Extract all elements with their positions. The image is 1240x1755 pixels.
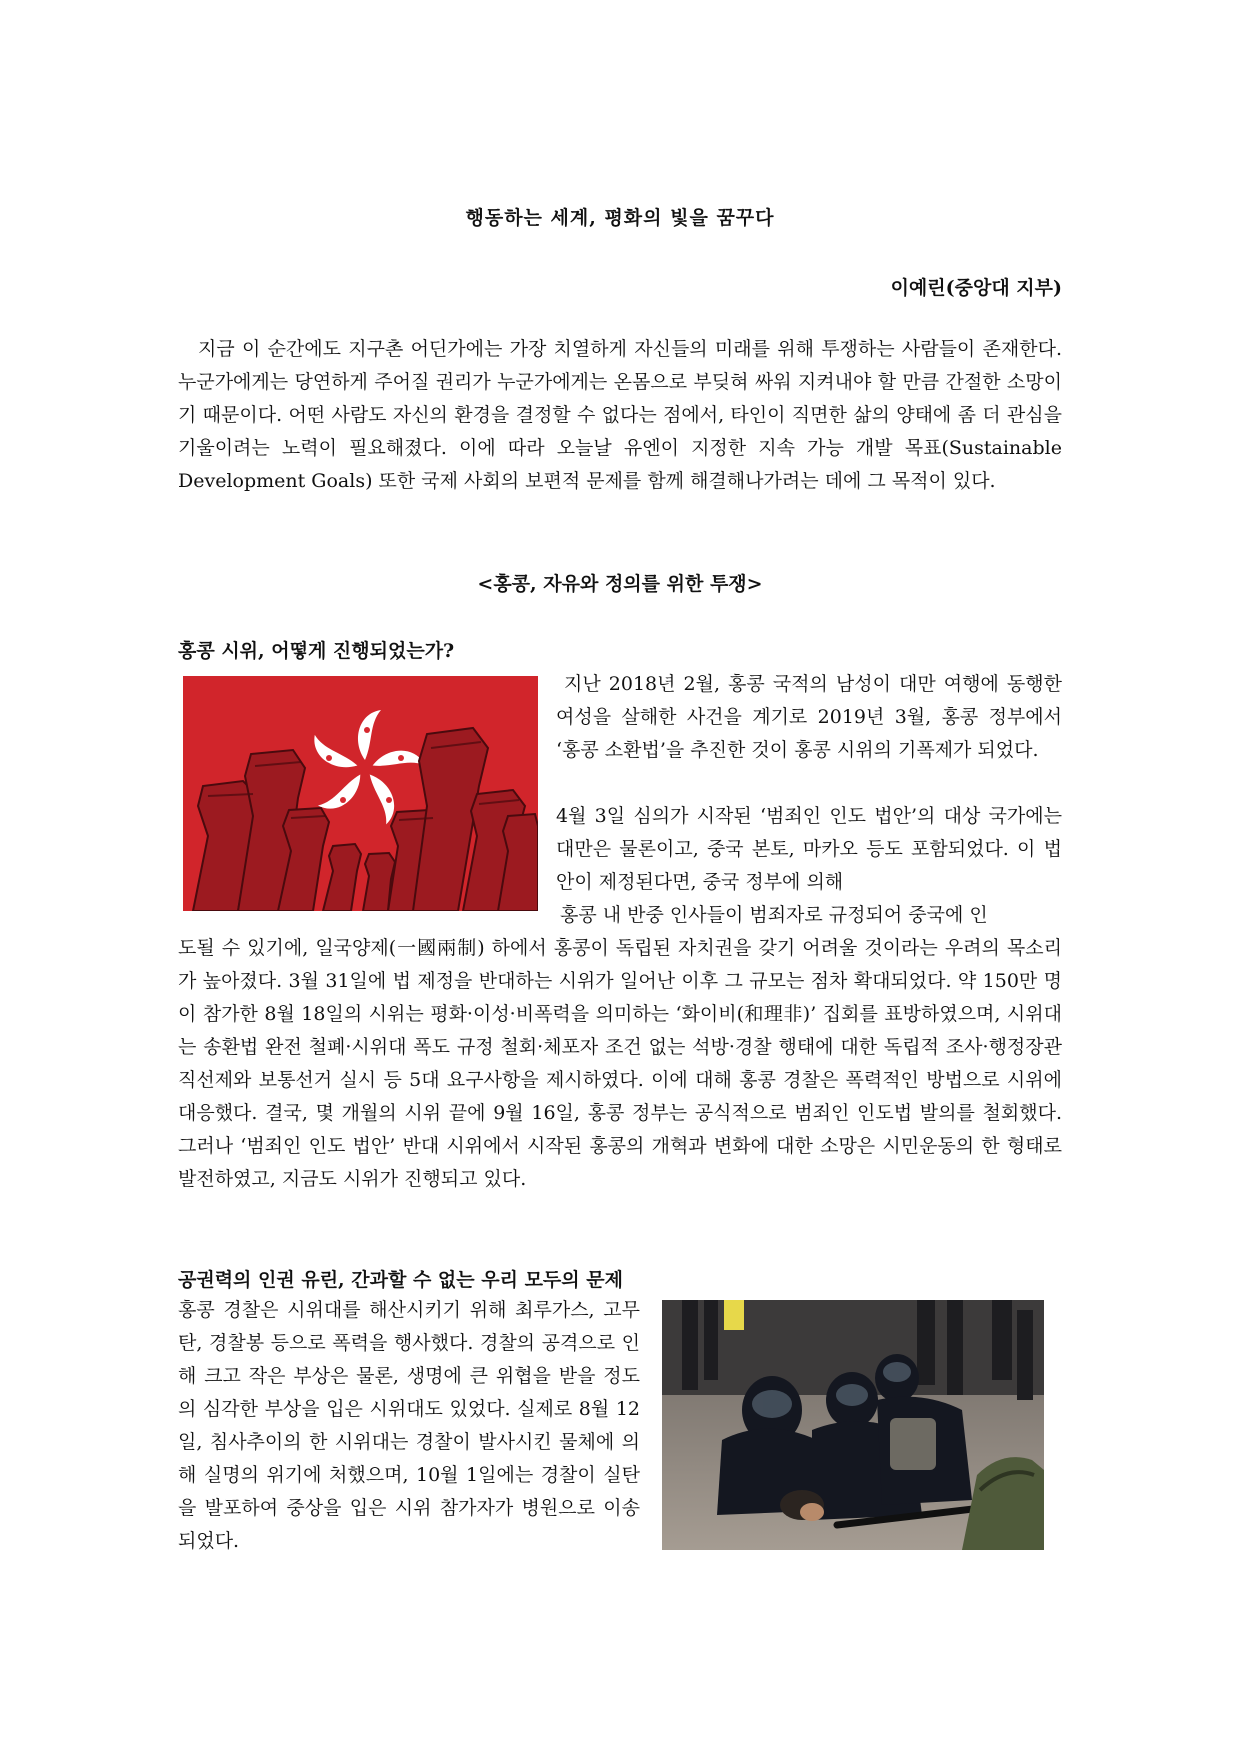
sub1-paragraph-1: 지난 2018년 2월, 홍콩 국적의 남성이 대만 여행에 동행한 여성을 살해한 사건을 계기로 2019년 3월, 홍콩 정부에서 ‘홍콩 소환법’을 추진한 것이 홍콩 시위의 기폭제가 되었다. xyxy=(556,673,1062,761)
intro-paragraph: 지금 이 순간에도 지구촌 어딘가에는 가장 치열하게 자신들의 미래를 위해 투쟁하는 사람들이 존재한다. 누군가에게는 당연하게 주어질 권리가 누군가에게는 온몸으로 부딪혀 싸워 지켜내야 할 만큼 간절한 소망이기 때문이다. 어떤 사람도 자신의 환경을 결정할 수 없다는 점에서, 타인이 직면한 삶의 양태에 좀 더 관심을 기울이려는 노력이 필요해졌다. 이에 따라 오늘날 유엔이 지정한 지속 가능 개발 목표(Sustainable Development Goals) 또한 국제 사회의 보편적 문제를 함께 해결해나가려는 데에 그 목적이 있다. xyxy=(178,338,1062,492)
police-arrest-photo xyxy=(662,1300,1044,1550)
sub1-paragraph-3: 도될 수 있기에, 일국양제(一國兩制) 하에서 홍콩이 독립된 자치권을 갖기 어려울 것이라는 우려의 목소리가 높아졌다. 3월 31일에 법 제정을 반대하는 시위가 일어난 이후 그 규모는 점차 확대되었다. 약 150만 명이 참가한 8월 18일의 시위는 평화·이성·비폭력을 의미하는 ‘화이비(和理非)’ 집회를 표방하였으며, 시위대는 송환법 완전 철폐·시위대 폭도 규정 철회·체포자 조건 없는 석방·경찰 행태에 대한 독립적 조사·행정장관 직선제와 보통선거 실시 등 5대 요구사항을 제시하였다. 이에 대해 홍콩 경찰은 폭력적인 방법으로 시위에 대응했다. 결국, 몇 개월의 시위 끝에 9월 16일, 홍콩 정부는 공식적으로 범죄인 인도법 발의를 철회했다. 그러나 ‘범죄인 인도 법안’ 반대 시위에서 시작된 홍콩의 개혁과 변화에 대한 소망은 시민운동의 한 형태로 발전하였고, 지금도 시위가 진행되고 있다. xyxy=(178,937,1062,1190)
subheading-human-rights: 공권력의 인권 유린, 간과할 수 없는 우리 모두의 문제 xyxy=(178,1269,623,1291)
section-title: <홍콩, 자유와 정의를 위한 투쟁> xyxy=(477,573,763,595)
flag-fists-svg xyxy=(183,676,538,911)
police-photo-svg xyxy=(662,1300,1044,1550)
sub2-paragraph: 홍콩 경찰은 시위대를 해산시키기 위해 최루가스, 고무탄, 경찰봉 등으로 폭력을 행사했다. 경찰의 공격으로 인해 크고 작은 부상은 물론, 생명에 큰 위협을 받을 정도의 심각한 부상을 입은 시위대도 있었다. 실제로 8월 12일, 침사추이의 한 시위대는 경찰이 발사시킨 물체에 의해 실명의 위기에 처했으며, 10월 1일에는 경찰이 실탄을 발포하여 중상을 입은 시위 참가자가 병원으로 이송되었다. xyxy=(178,1299,640,1552)
sub1-paragraph-3-line: 홍콩 내 반중 인사들이 범죄자로 규정되어 중국에 인 xyxy=(560,904,988,926)
subheading-protest-progress: 홍콩 시위, 어떻게 진행되었는가? xyxy=(178,640,455,662)
article-title: 행동하는 세계, 평화의 빛을 꿈꾸다 xyxy=(465,207,775,229)
sub1-paragraph-2: 4월 3일 심의가 시작된 ‘범죄인 인도 법안’의 대상 국가에는 대만은 물론이고, 중국 본토, 마카오 등도 포함되었다. 이 법안이 제정된다면, 중국 정부에 의해 xyxy=(556,805,1062,893)
author-byline: 이예린(중앙대 지부) xyxy=(890,277,1062,299)
hong-kong-flag-fists-image xyxy=(183,676,538,911)
